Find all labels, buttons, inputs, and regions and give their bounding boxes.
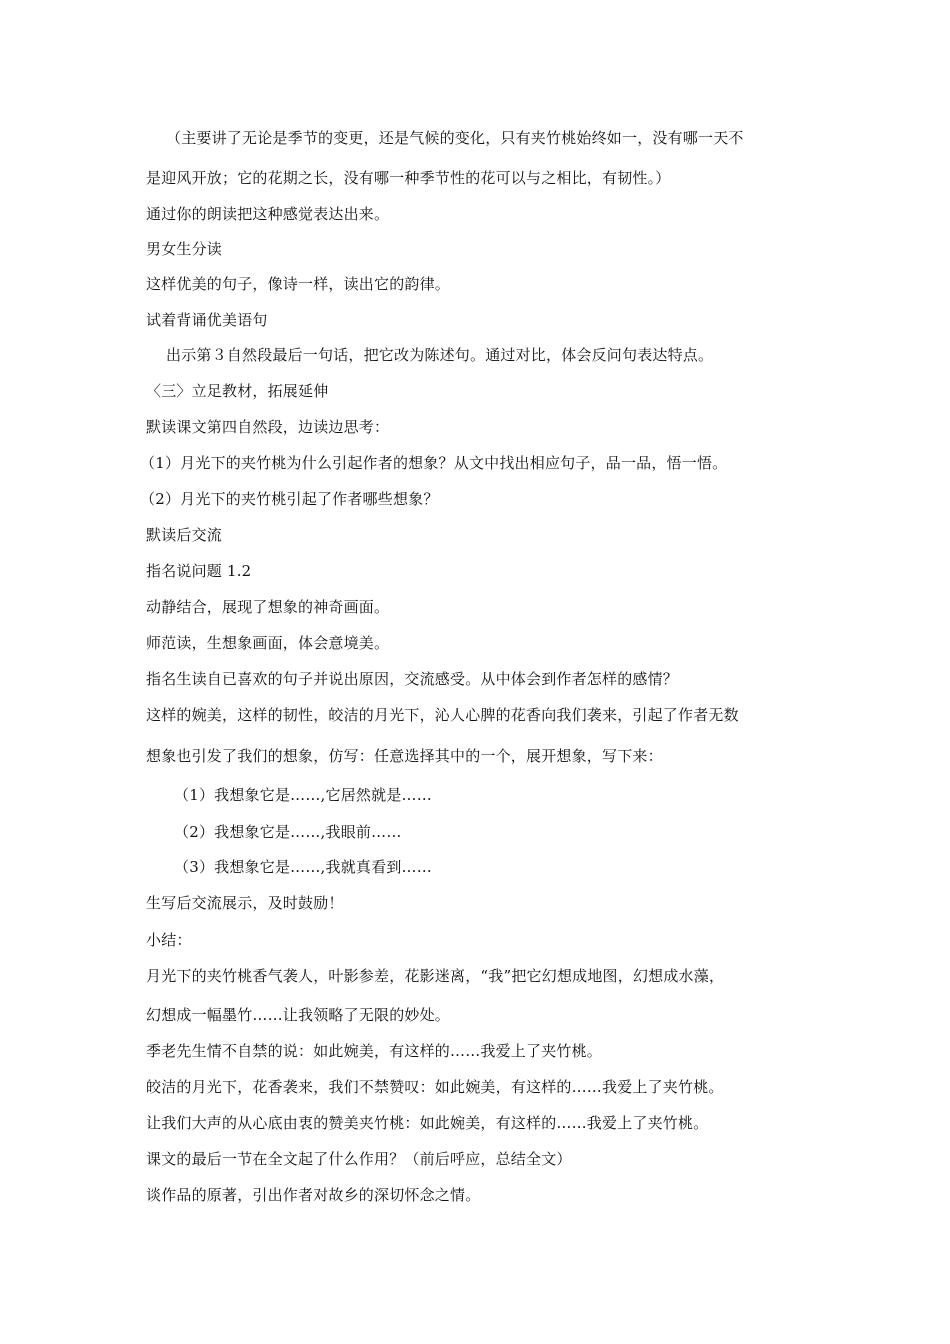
paragraph-line: 月光下的夹竹桃香气袭人，叶影参差，花影迷离，“我”把它幻想成地图，幻想成水藻， — [146, 967, 725, 985]
paragraph-line: 试着背诵优美语句 — [146, 311, 268, 329]
paragraph-line: 男女生分读 — [146, 240, 223, 258]
paragraph-line: 生写后交流展示，及时鼓励！ — [146, 894, 344, 912]
paragraph-line: 动静结合，展现了想象的神奇画面。 — [146, 598, 390, 616]
paragraph-line: 师范读，生想象画面，体会意境美。 — [146, 634, 390, 652]
paragraph-line: 指名生读自已喜欢的句子并说出原因，交流感受。从中体会到作者怎样的感情？ — [146, 670, 679, 688]
paragraph-line: 季老先生情不自禁的说：如此婉美，有这样的……我爱上了夹竹桃。 — [146, 1042, 603, 1060]
paragraph-line: 通过你的朗读把这种感觉表达出来。 — [146, 205, 390, 223]
paragraph-line: 谈作品的原著，引出作者对故乡的深切怀念之情。 — [146, 1186, 481, 1204]
paragraph-line: 小结： — [146, 931, 192, 949]
paragraph-line: 幻想成一幅墨竹……让我领略了无限的妙处。 — [146, 1006, 451, 1024]
imitation-item: （3）我想象它是……,我就真看到…… — [174, 858, 432, 876]
paragraph-line: 默读课文第四自然段，边读边思考： — [146, 418, 390, 436]
paragraph-line: 这样的婉美，这样的韧性，皎洁的月光下，沁人心脾的花香向我们袭来，引起了作者无数 — [146, 706, 739, 724]
imitation-item: （2）我想象它是……,我眼前…… — [174, 823, 402, 841]
paragraph-line: 指名说问题 1.2 — [146, 562, 252, 580]
question-item: （1）月光下的夹竹桃为什么引起作者的想象？从文中找出相应句子，品一品，悟一悟。 — [140, 454, 728, 472]
paragraph-line: 课文的最后一节在全文起了什么作用？（前后呼应，总结全文） — [146, 1150, 572, 1168]
paragraph-line: （主要讲了无论是季节的变更，还是气候的变化，只有夹竹桃始终如一，没有哪一天不 — [166, 129, 744, 147]
paragraph-line: 出示第３自然段最后一句话，把它改为陈述句。通过对比，体会反问句表达特点。 — [166, 346, 714, 364]
paragraph-line: 皎洁的月光下，花香袭来，我们不禁赞叹：如此婉美，有这样的……我爱上了夹竹桃。 — [146, 1078, 724, 1096]
paragraph-line: 是迎风开放；它的花期之长，没有哪一种季节性的花可以与之相比，有韧性。） — [146, 169, 671, 187]
imitation-item: （1）我想象它是……,它居然就是…… — [174, 786, 432, 804]
section-heading: 〈三〉立足教材，拓展延伸 — [146, 382, 329, 400]
paragraph-line: 让我们大声的从心底由衷的赞美夹竹桃：如此婉美，有这样的……我爱上了夹竹桃。 — [146, 1114, 709, 1132]
question-item: （2）月光下的夹竹桃引起了作者哪些想象？ — [140, 490, 439, 508]
paragraph-line: 默读后交流 — [146, 526, 223, 544]
paragraph-line: 想象也引发了我们的想象，仿写：任意选择其中的一个，展开想象，写下来： — [146, 747, 663, 765]
paragraph-line: 这样优美的句子，像诗一样，读出它的韵律。 — [146, 275, 451, 293]
